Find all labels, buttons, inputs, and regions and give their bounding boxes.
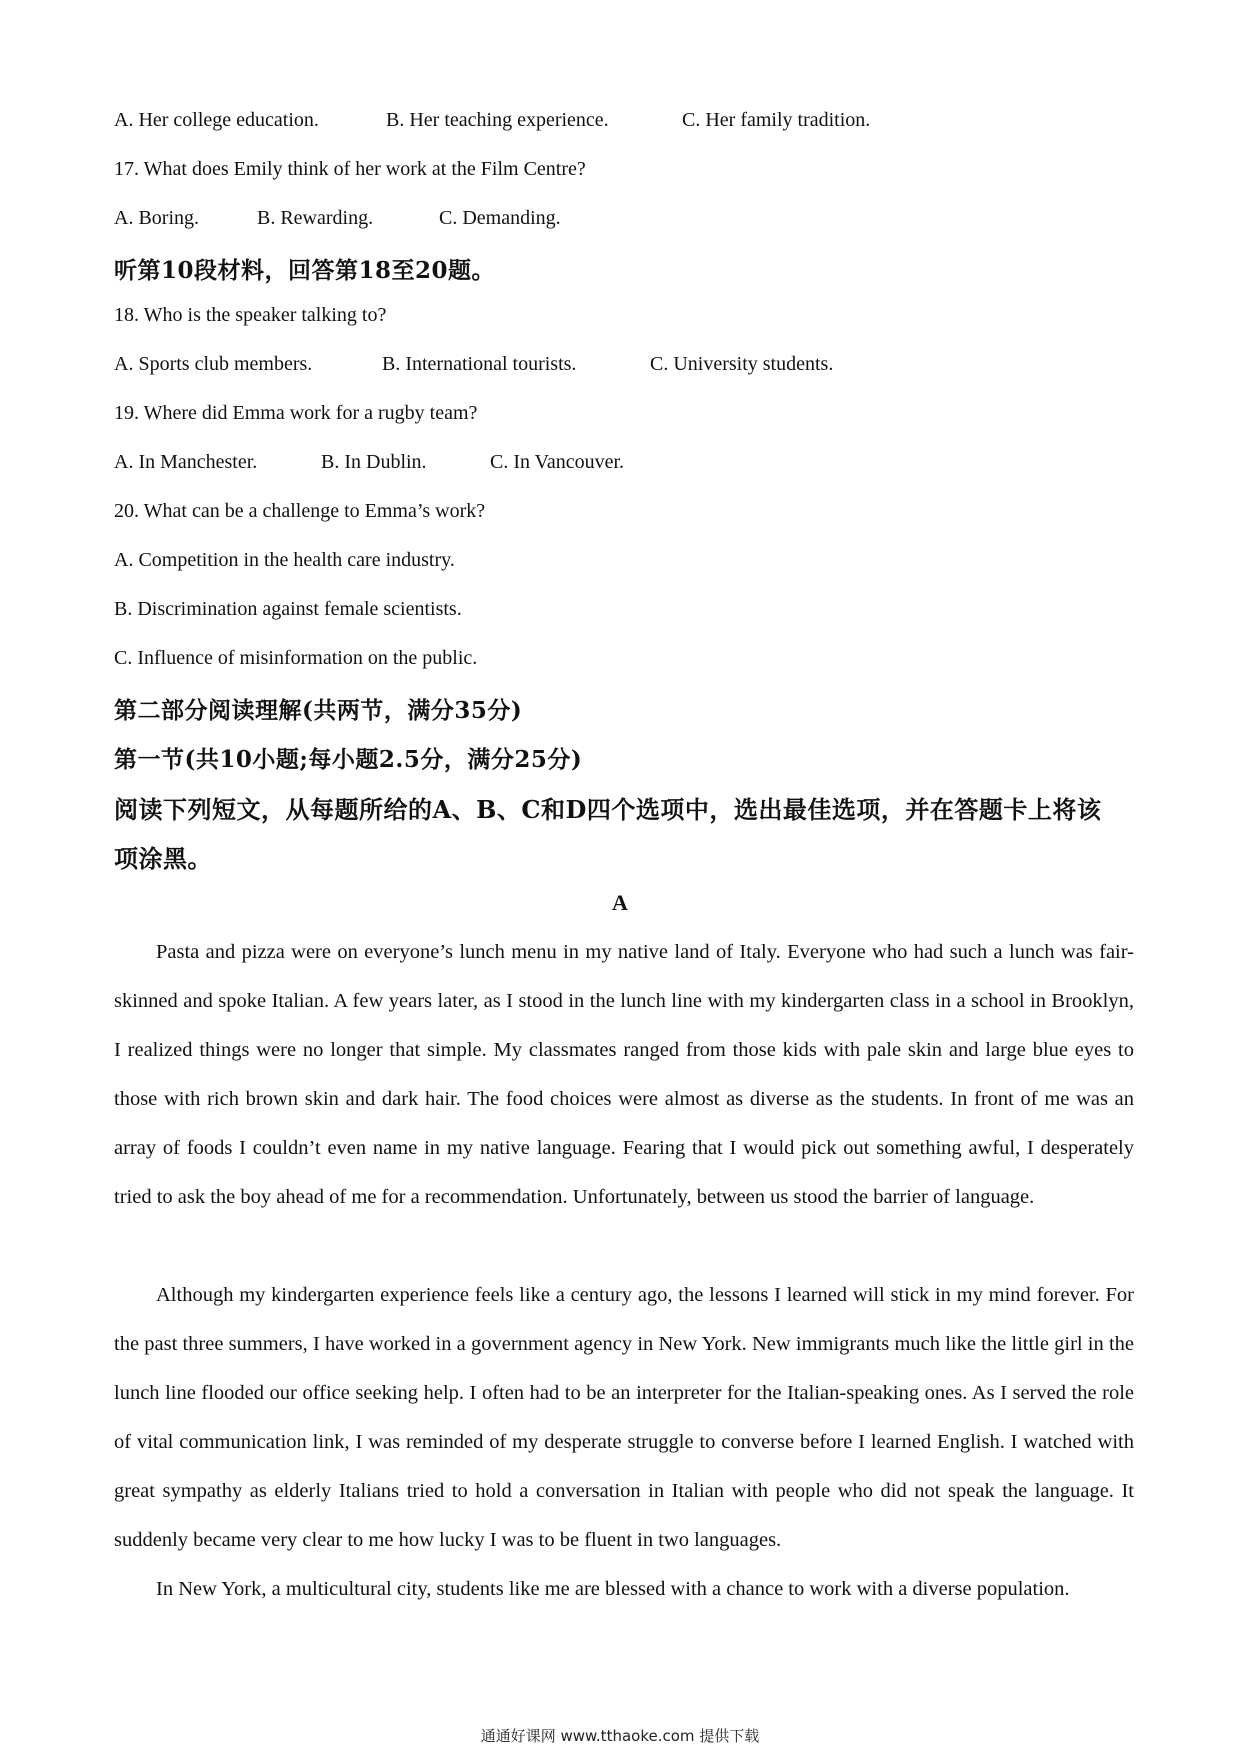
part2-heading: 第二部分阅读理解(共两节，满分35分) xyxy=(114,697,523,724)
q19-option-a: A. In Manchester. xyxy=(114,451,258,473)
listening-instruction: 听第10段材料，回答第18至20题。 xyxy=(114,257,496,284)
q17-option-b: B. Rewarding. xyxy=(257,207,374,229)
q16-option-a: A. Her college education. xyxy=(114,109,319,131)
q18-option-c: C. University students. xyxy=(650,353,834,375)
passage-paragraph: Although my kindergarten experience feels like a century ago, the lessons I learned will stick in my mind forever. For the past three summers, I have worked in a government agency in New York. New immigrants much like the little girl in the lunch line flooded our office seeking help. I often had to be an interpreter for the Italian-speaking ones. As I served the role of vital communication link, I was reminded of my desperate struggle to converse before I learned English. I watched with great sympathy as elderly Italians tried to hold a conversation in Italian with people who did not speak the language. It suddenly became very clear to me how lucky I was to be fluent in two languages. xyxy=(114,1284,1134,1551)
passage-paragraph: Pasta and pizza were on everyone’s lunch menu in my native land of Italy. Everyone who had such a lunch was fair-skinned and spoke Italian. A few years later, as I stood in the lunch line with my kindergarten class in a school in Brooklyn, I realized things were no longer that simple. My classmates ranged from those kids with pale skin and large blue eyes to those with rich brown skin and dark hair. The food choices were almost as diverse as the students. In front of me was an array of foods I couldn’t even name in my native language. Fearing that I would pick out something awful, I desperately tried to ask the boy ahead of me for a recommendation. Unfortunately, between us stood the barrier of language. xyxy=(114,941,1134,1208)
q17-option-a: A. Boring. xyxy=(114,207,199,229)
q18-options xyxy=(114,351,833,377)
q19-option-b: B. In Dublin. xyxy=(321,451,427,473)
q16-option-b: B. Her teaching experience. xyxy=(386,109,609,131)
q18-question: 18. Who is the speaker talking to? xyxy=(114,304,387,326)
q20-question: 20. What can be a challenge to Emma’s work? xyxy=(114,500,486,522)
q17-question: 17. What does Emily think of her work at the Film Centre? xyxy=(114,158,586,180)
q17-options xyxy=(114,205,561,231)
reading-instruction-line2: 项涂黑。 xyxy=(114,844,212,873)
passage-label: A xyxy=(612,890,628,915)
reading-instruction-line1: 阅读下列短文，从每题所给的A、B、C和D四个选项中，选出最佳选项，并在答题卡上将该 xyxy=(114,795,1102,824)
q19-options xyxy=(114,449,624,475)
q20-option-b: B. Discrimination against female scientists. xyxy=(114,598,462,620)
q16-options xyxy=(114,107,870,133)
footer-text: 通通好课网 www.tthaoke.com 提供下载 xyxy=(480,1727,760,1745)
section1-heading: 第一节(共10小题;每小题2.5分，满分25分) xyxy=(114,746,583,773)
q19-option-c: C. In Vancouver. xyxy=(490,451,625,473)
q17-option-c: C. Demanding. xyxy=(439,207,561,229)
q19-question: 19. Where did Emma work for a rugby team? xyxy=(114,402,478,424)
q20-option-c: C. Influence of misinformation on the public. xyxy=(114,647,478,669)
q18-option-a: A. Sports club members. xyxy=(114,353,313,375)
q20-option-a: A. Competition in the health care industry. xyxy=(114,549,455,571)
q16-option-c: C. Her family tradition. xyxy=(682,109,871,131)
q18-option-b: B. International tourists. xyxy=(382,353,577,375)
passage-paragraph: In New York, a multicultural city, students like me are blessed with a chance to work with a diverse population. xyxy=(156,1578,1070,1600)
